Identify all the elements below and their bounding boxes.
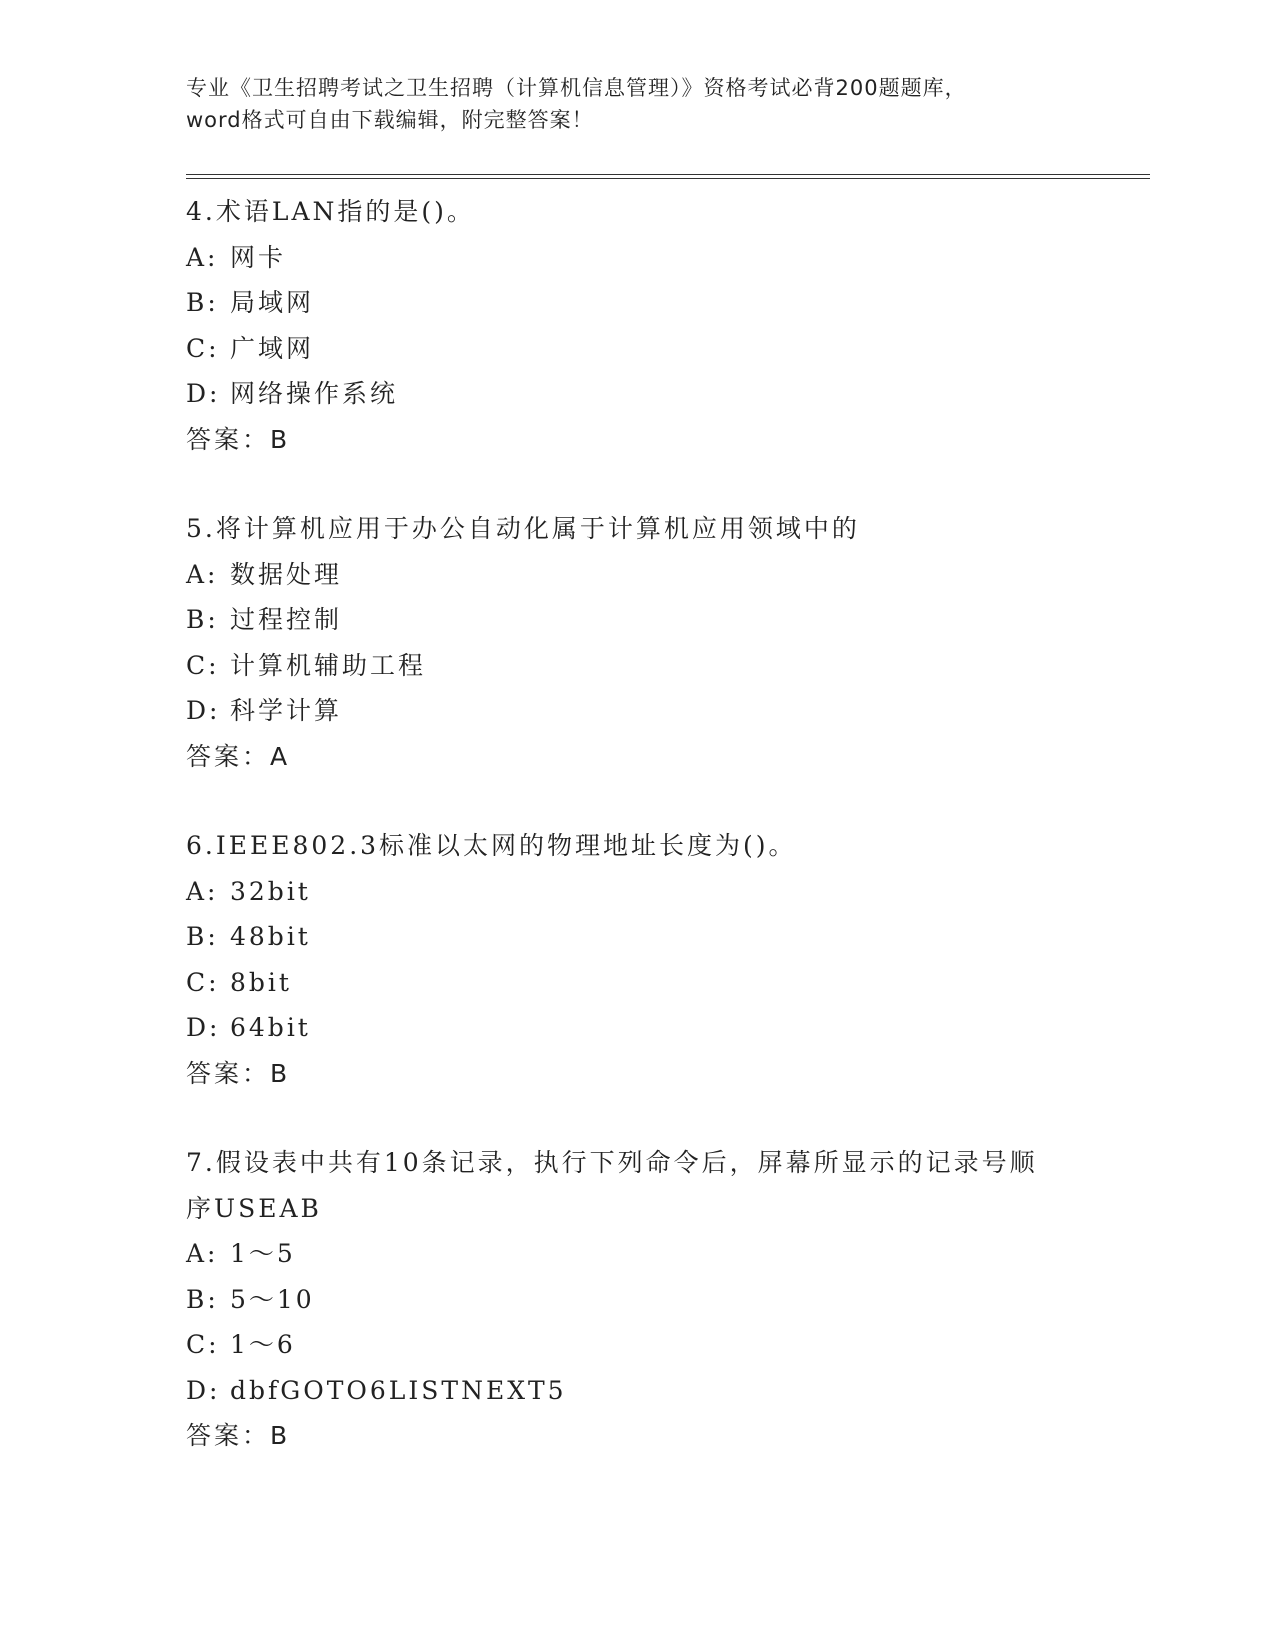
question-text: 5.将计算机应用于办公自动化属于计算机应用领域中的 (186, 514, 860, 543)
option-key: D: (186, 1375, 221, 1405)
option-key: B: (186, 1284, 219, 1314)
option-c (186, 1322, 1150, 1368)
option-d (186, 688, 1150, 734)
option-text: 广域网 (230, 333, 315, 363)
option-c (186, 643, 1150, 689)
option-a (186, 869, 1150, 915)
option-text: 过程控制 (230, 605, 343, 634)
option-key: B: (186, 605, 219, 634)
option-text: 网卡 (230, 242, 287, 272)
option-text: 8bit (230, 967, 292, 997)
answer-line: 答案：B (186, 424, 291, 454)
option-key: C: (186, 650, 220, 680)
option-d (186, 371, 1150, 417)
question-6 (186, 823, 1150, 1096)
answer-line: 答案：B (186, 1421, 291, 1450)
question-7 (186, 1140, 1150, 1459)
option-key: C: (186, 1330, 220, 1359)
option-text: 局域网 (230, 288, 315, 317)
option-key: D: (186, 1013, 221, 1042)
option-d (186, 1368, 1150, 1414)
option-key: D: (186, 696, 221, 725)
option-text: 1～6 (230, 1330, 296, 1359)
question-text: 4.术语LAN指的是()。 (186, 197, 475, 226)
option-b (186, 1277, 1150, 1323)
option-key: D: (186, 379, 221, 408)
option-key: A: (186, 876, 219, 906)
option-text: 1～5 (230, 1239, 296, 1268)
option-c (186, 326, 1150, 372)
option-text: 网络操作系统 (230, 379, 399, 408)
question-5 (186, 506, 1150, 779)
question-text-line-1: 7.假设表中共有10条记录，执行下列命令后，屏幕所显示的记录号顺 (186, 1148, 1038, 1177)
option-text: dbfGOTO6LISTNEXT5 (230, 1375, 567, 1405)
option-key: C: (186, 967, 220, 997)
answer-line: 答案：B (186, 1058, 291, 1088)
answer-line: 答案：A (186, 741, 291, 771)
option-d (186, 1005, 1150, 1051)
question-text: 6.IEEE802.3标准以太网的物理地址长度为()。 (186, 831, 797, 860)
option-key: A: (186, 559, 219, 589)
option-key: A: (186, 1239, 219, 1268)
header-line-2: word格式可自由下载编辑，附完整答案！ (186, 108, 594, 132)
option-b (186, 280, 1150, 326)
question-text-line-2: 序USEAB (186, 1193, 322, 1223)
page-content (186, 72, 1150, 1459)
document-header (186, 72, 1150, 136)
option-text: 科学计算 (230, 696, 343, 725)
question-4 (186, 189, 1150, 462)
option-text: 48bit (230, 922, 311, 951)
double-divider (186, 174, 1150, 179)
option-text: 5～10 (230, 1284, 315, 1314)
option-a (186, 1231, 1150, 1277)
option-b (186, 914, 1150, 960)
header-line-1: 专业《卫生招聘考试之卫生招聘（计算机信息管理）》资格考试必背200题题库， (186, 76, 967, 100)
option-key: A: (186, 242, 219, 272)
option-text: 32bit (230, 876, 311, 906)
option-a (186, 552, 1150, 598)
option-c (186, 960, 1150, 1006)
option-key: B: (186, 288, 219, 317)
option-a (186, 235, 1150, 281)
option-text: 64bit (230, 1013, 311, 1042)
option-b (186, 597, 1150, 643)
option-key: B: (186, 922, 219, 951)
option-text: 数据处理 (230, 559, 343, 589)
option-text: 计算机辅助工程 (230, 650, 427, 680)
option-key: C: (186, 333, 220, 363)
